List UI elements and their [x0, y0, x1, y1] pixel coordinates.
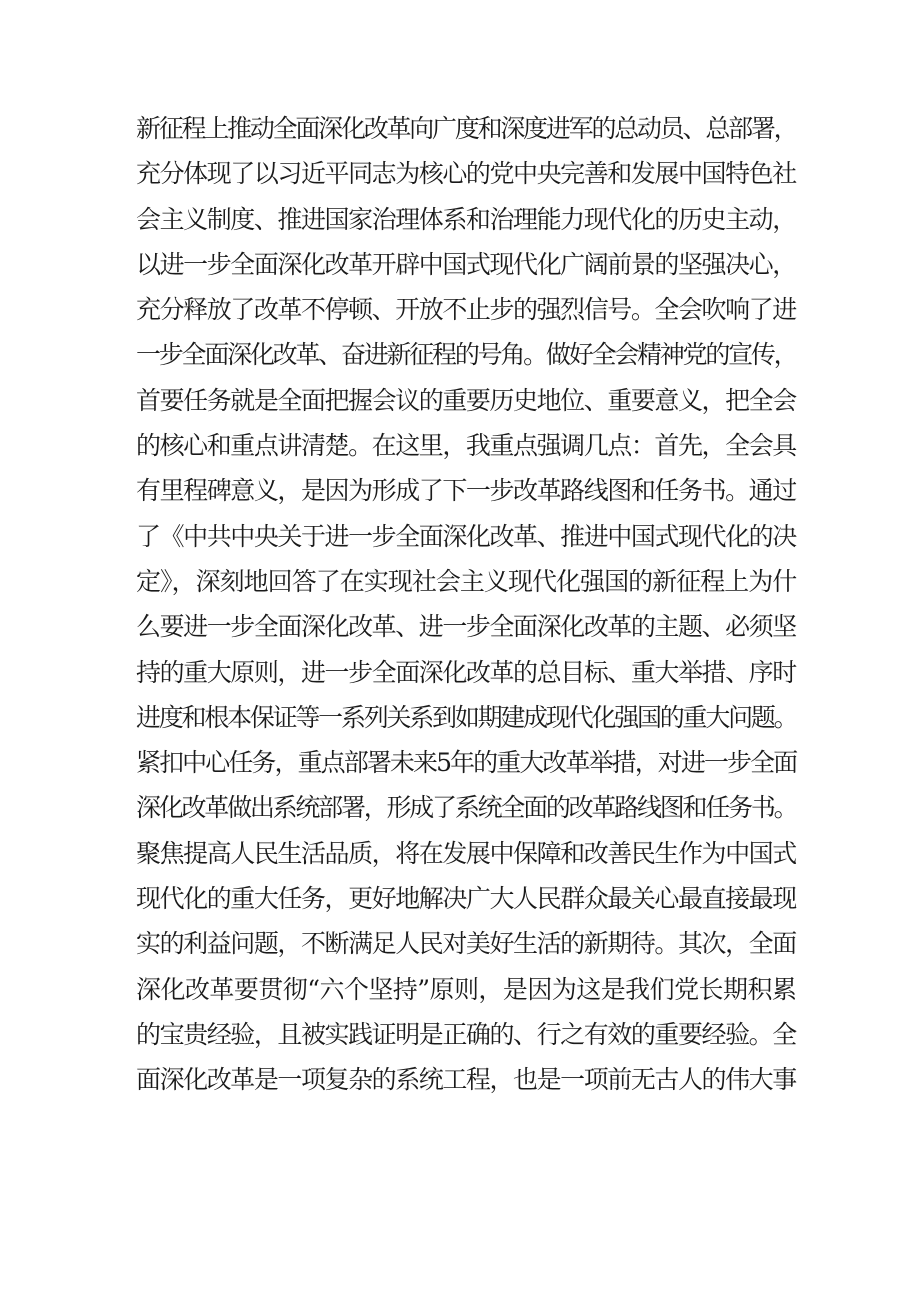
text-line: 充分释放了改革不停顿、开放不止步的强烈信号。全会吹响了进: [136, 295, 796, 325]
text-line: 聚焦提高人民生活品质，将在发展中保障和改善民生作为中国式: [136, 838, 796, 868]
text-line: 深化改革要贯彻“六个坚持”原则，是因为这是我们党长期积累: [136, 974, 797, 1004]
text-line: 的宝贵经验，且被实践证明是正确的、行之有效的重要经验。全: [136, 1019, 796, 1049]
text-line: 新征程上推动全面深化改革向广度和深度进军的总动员、总部署，: [136, 114, 797, 143]
text-line: 进度和根本保证等一系列关系到如期建成现代化强国的重大问题。: [136, 702, 797, 732]
text-line: 一步全面深化改革、奋进新征程的号角。做好全会精神党的宣传，: [136, 340, 797, 370]
text-line: 现代化的重大任务，更好地解决广大人民群众最关心最直接最现: [136, 884, 796, 914]
text-line: 充分体现了以习近平同志为核心的党中央完善和发展中国特色社: [136, 159, 796, 189]
text-line: 会主义制度、推进国家治理体系和治理能力现代化的历史主动，: [136, 204, 796, 234]
text-line: 的核心和重点讲清楚。在这里，我重点强调几点：首先，全会具: [136, 431, 796, 461]
text-line: 首要任务就是全面把握会议的重要历史地位、重要意义，把全会: [136, 385, 796, 415]
text-line: 以进一步全面深化改革开辟中国式现代化广阔前景的坚强决心，: [136, 249, 796, 279]
text-line: 有里程碑意义，是因为形成了下一步改革路线图和任务书。通过: [136, 476, 796, 506]
text-line: 么要进一步全面深化改革、进一步全面深化改革的主题、必须坚: [136, 612, 796, 642]
text-line: 紧扣中心任务，重点部署未来5年的重大改革举措，对进一步全面: [136, 748, 797, 778]
text-line: 实的利益问题，不断满足人民对美好生活的新期待。其次，全面: [136, 929, 796, 959]
text-line: 定》，深刻地回答了在实现社会主义现代化强国的新征程上为什: [136, 566, 797, 596]
text-line: 持的重大原则，进一步全面深化改革的总目标、重大举措、序时: [136, 657, 796, 687]
text-line: 面深化改革是一项复杂的系统工程，也是一项前无古人的伟大事: [136, 1065, 796, 1095]
body-text: [136, 106, 796, 1103]
text-line: 了《中共中央关于进一步全面深化改革、推进中国式现代化的决: [136, 521, 796, 551]
text-line: 深化改革做出系统部署，形成了系统全面的改革路线图和任务书。: [136, 793, 797, 823]
